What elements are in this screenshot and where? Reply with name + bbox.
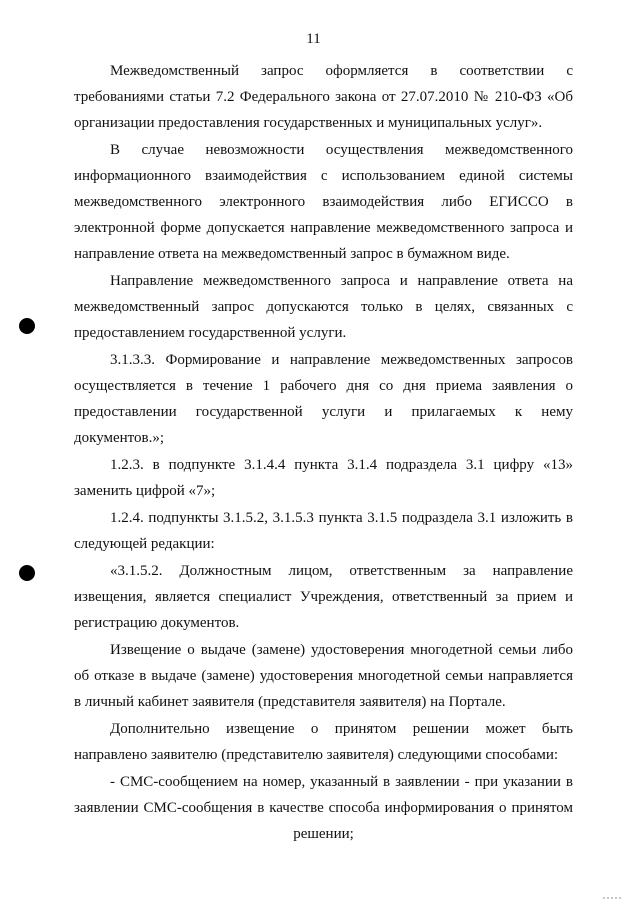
paragraph <box>74 452 573 504</box>
paragraph <box>74 716 573 768</box>
text-line: предоставлением государственной услуги. <box>74 325 347 341</box>
text-line: 1.2.4. подпункты 3.1.5.2, 3.1.5.3 пункта 3.1.5 подраздела 3.1 изложить в <box>110 510 573 526</box>
paragraph <box>74 505 573 557</box>
text-line: заявлении СМС-сообщения в качестве способа информирования о принятом <box>74 800 573 816</box>
paragraph <box>74 769 573 847</box>
paragraph <box>74 268 573 346</box>
text-line: предоставлении государственной услуги и прилагаемых к нему <box>74 404 573 420</box>
paragraph <box>74 58 573 136</box>
text-line: решении; <box>293 826 354 842</box>
text-line: следующей редакции: <box>74 536 215 552</box>
text-line: направлено заявителю (представителю заявителя) следующими способами: <box>74 747 559 763</box>
paragraph <box>74 637 573 715</box>
paragraph <box>74 137 573 267</box>
scan-artifact <box>603 897 621 899</box>
text-line: 3.1.3.3. Формирование и направление межведомственных запросов <box>110 352 573 368</box>
text-line: В случае невозможности осуществления межведомственного <box>110 142 573 158</box>
text-line: об отказе в выдаче (замене) удостоверения многодетной семьи направляется <box>74 668 573 684</box>
text-line: межведомственный запрос допускаются только в целях, связанных с <box>74 299 573 315</box>
text-line: извещения, является специалист Учреждения, ответственный за прием и <box>74 589 573 605</box>
text-line: заменить цифрой «7»; <box>74 483 216 499</box>
text-line: осуществляется в течение 1 рабочего дня со дня приема заявления о <box>74 378 573 394</box>
text-line: в личный кабинет заявителя (представителя заявителя) на Портале. <box>74 694 506 710</box>
text-line: Направление межведомственного запроса и направление ответа на <box>110 273 573 289</box>
text-line: направление ответа на межведомственный запрос в бумажном виде. <box>74 246 510 262</box>
text-line: документов.»; <box>74 430 165 446</box>
page-number: 11 <box>306 31 321 47</box>
text-line: информационного взаимодействия с использованием единой системы <box>74 168 573 184</box>
text-line: 1.2.3. в подпункте 3.1.4.4 пункта 3.1.4 подраздела 3.1 цифру «13» <box>110 457 573 473</box>
text-line: требованиями статьи 7.2 Федерального закона от 27.07.2010 № 210-ФЗ «Об <box>74 89 573 105</box>
text-line: - СМС-сообщением на номер, указанный в заявлении - при указании в <box>110 774 573 790</box>
text-line: Межведомственный запрос оформляется в соответствии с <box>110 63 573 79</box>
document-body <box>74 58 573 848</box>
text-line: межведомственного электронного взаимодействия либо ЕГИССО в <box>74 194 573 210</box>
paragraph <box>74 558 573 636</box>
text-line: Извещение о выдаче (замене) удостоверения многодетной семьи либо <box>110 642 573 658</box>
hole-punch-mark <box>19 318 35 334</box>
text-line: «3.1.5.2. Должностным лицом, ответственным за направление <box>110 563 573 579</box>
text-line: организации предоставления государственных и муниципальных услуг». <box>74 115 543 131</box>
text-line: регистрацию документов. <box>74 615 240 631</box>
hole-punch-mark <box>19 565 35 581</box>
text-line: Дополнительно извещение о принятом решении может быть <box>110 721 573 737</box>
paragraph <box>74 347 573 451</box>
text-line: электронной форме допускается направление межведомственного запроса и <box>74 220 573 236</box>
